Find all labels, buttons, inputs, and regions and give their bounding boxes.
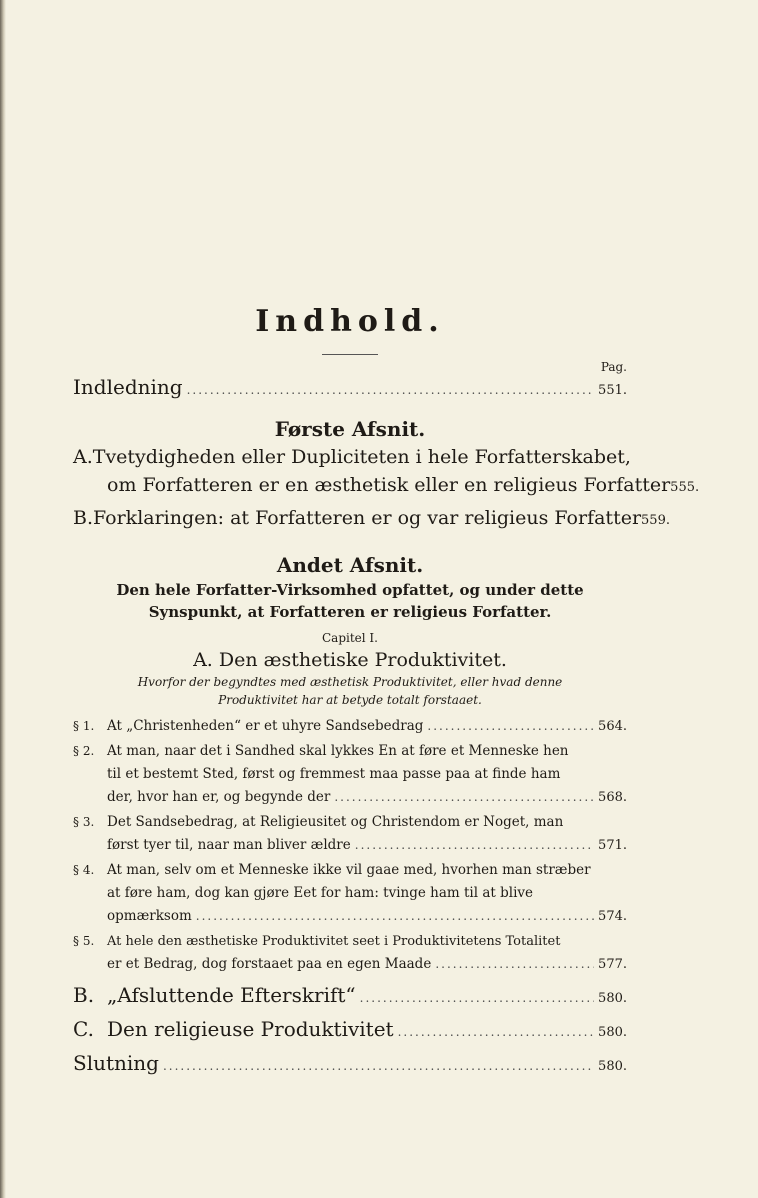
toc-conclusion-label: Slutning (73, 1051, 159, 1075)
para-page: 564. (598, 719, 627, 734)
toc-item-page: 580. (598, 1025, 627, 1040)
page-title: Indhold. (255, 304, 445, 339)
leader-dots (334, 786, 594, 809)
toc-para-4[interactable] (73, 859, 627, 928)
title-divider (322, 354, 378, 355)
leader-dots (355, 834, 594, 857)
toc-item-1a[interactable] (73, 443, 700, 502)
toc-item-text: Den religieuse Produktivitet (107, 1017, 394, 1041)
toc-item-1b[interactable] (73, 502, 670, 537)
page-edge-shadow (0, 0, 6, 1198)
toc-item-label: A. (73, 446, 93, 468)
para-line: At hele den æsthetiske Produktivitet seet i Produktivitetens Totalitet (107, 934, 561, 949)
toc-item-text: „Afsluttende Efterskrift“ (107, 983, 356, 1007)
para-label: § 1. (73, 719, 95, 733)
toc-intro[interactable] (73, 375, 627, 405)
toc-item-label: B. (73, 983, 95, 1007)
para-label: § 4. (73, 863, 95, 877)
para-page: 577. (598, 957, 627, 972)
toc-item-page: 580. (598, 991, 627, 1006)
subtitle-line: Synspunkt, at Forfatteren er religieus Forfatter. (148, 603, 552, 621)
para-label: § 5. (73, 934, 95, 948)
leader-dots (360, 983, 594, 1013)
leader-dots (196, 905, 594, 928)
para-line: At man, selv om et Menneske ikke vil gaae med, hvorhen man stræber (107, 862, 591, 878)
toc-para-2[interactable] (73, 740, 627, 809)
caption-line: Produktivitet har at betyde totalt forstaaet. (218, 693, 482, 707)
toc-intro-page: 551. (598, 383, 627, 398)
subtitle-line: Den hele Forfatter-Virksomhed opfattet, og under dette (116, 581, 584, 599)
para-line: at føre ham, dog kan gjøre Eet for ham: tvinge ham til at blive (107, 885, 534, 901)
chapter-label: Capitel I. (322, 631, 378, 645)
para-line: At „Christenheden“ er et uhyre Sandsebedrag (107, 718, 424, 734)
toc-conclusion-page: 580. (598, 1059, 627, 1074)
toc-item-label: C. (73, 1017, 94, 1041)
chapter-title: A. Den æsthetiske Produktivitet. (193, 649, 507, 671)
page-column-label: Pag. (600, 360, 627, 374)
leader-dots (435, 953, 594, 976)
chapter-caption (73, 673, 627, 709)
toc-para-3[interactable] (73, 811, 627, 857)
toc-item-page: 555. (670, 480, 700, 495)
para-line: der, hvor han er, og begynde der (107, 789, 331, 805)
para-line: først tyer til, naar man bliver ældre (107, 837, 351, 853)
toc-item-2c[interactable] (73, 1014, 627, 1048)
para-label: § 3. (73, 815, 95, 829)
toc-conclusion[interactable] (73, 1048, 627, 1082)
toc-item-line: Tvetydigheden eller Dupliciteten i hele Forfatterskabet, (92, 446, 631, 468)
toc-intro-label: Indledning (73, 375, 183, 399)
leader-dots (163, 1051, 594, 1081)
toc-item-line: om Forfatteren er en æsthetisk eller en religieus Forfatter (107, 474, 671, 496)
para-page: 574. (598, 909, 627, 924)
toc-item-line: Forklaringen: at Forfatteren er og var religieus Forfatter (93, 507, 642, 529)
caption-line: Hvorfor der begyndtes med æsthetisk Produktivitet, eller hvad denne (137, 675, 563, 689)
toc-item-page: 559. (641, 513, 670, 528)
toc-para-1[interactable] (73, 715, 627, 738)
para-label: § 2. (73, 744, 95, 758)
toc-para-5[interactable] (73, 930, 627, 976)
para-line: At man, naar det i Sandhed skal lykkes En at føre et Menneske hen (107, 743, 569, 759)
para-page: 568. (598, 790, 627, 805)
toc-page (73, 300, 700, 1082)
toc-item-2b[interactable] (73, 980, 627, 1014)
section-1-heading: Første Afsnit. (274, 417, 426, 441)
para-line: til et bestemt Sted, først og fremmest maa passe paa at finde ham (107, 766, 561, 782)
para-line: er et Bedrag, dog forstaaet paa en egen Maade (107, 956, 432, 972)
para-line: opmærksom (107, 908, 192, 924)
section-2-heading: Andet Afsnit. (276, 553, 424, 577)
section-2-subtitle (73, 579, 627, 623)
para-line: Det Sandsebedrag, at Religieusitet og Christendom er Noget, man (107, 814, 564, 830)
leader-dots (427, 715, 594, 738)
toc-item-label: B. (73, 507, 94, 529)
para-page: 571. (598, 838, 627, 853)
leader-dots (398, 1017, 594, 1047)
leader-dots (187, 383, 594, 397)
